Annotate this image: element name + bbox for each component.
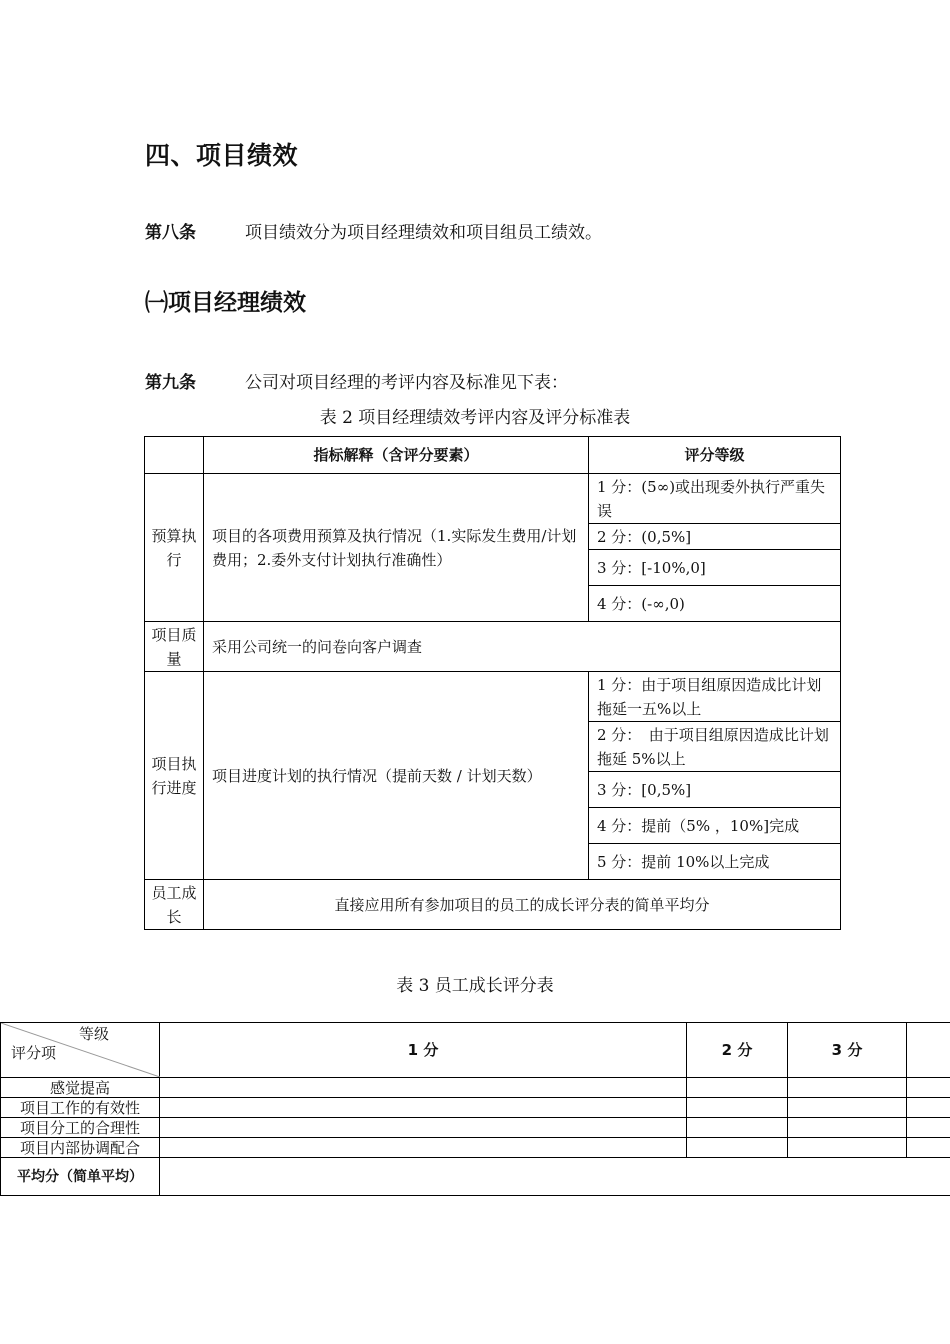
table-row (145, 880, 841, 930)
score-cell (907, 1078, 950, 1098)
grade-cell: 5 分：提前 10%以上完成 (589, 844, 841, 880)
subsection-title: ㈠项目经理绩效 (145, 290, 306, 316)
score-cell (907, 1138, 950, 1158)
grade-cell: 2 分：(0,5%] (589, 524, 841, 550)
grade-header-overflow (907, 1023, 950, 1078)
score-cell (687, 1078, 788, 1098)
score-cell (687, 1098, 788, 1118)
corner-header (1, 1023, 160, 1078)
score-cell (160, 1138, 687, 1158)
header-indicator: 指标解释（含评分要素） (204, 437, 589, 474)
article-8-text: 项目绩效分为项目经理绩效和项目组员工绩效。 (245, 223, 602, 243)
score-cell (788, 1118, 907, 1138)
score-cell (687, 1138, 788, 1158)
table3-caption: 表 3 员工成长评分表 (396, 976, 554, 996)
grade-cell: 4 分：提前（5% ，10%]完成 (589, 808, 841, 844)
grade-header-1: 1 分 (160, 1023, 687, 1078)
header-grade: 评分等级 (589, 437, 841, 474)
average-score-cell (160, 1158, 950, 1196)
grade-cell: 2 分： 由于项目组原因造成比计划拖延 5%以上 (589, 722, 841, 772)
grade-header-2: 2 分 (687, 1023, 788, 1078)
article-8-number: 第八条 (145, 223, 196, 243)
table-row (1, 1138, 950, 1158)
table-header-row (145, 437, 841, 474)
desc-quality: 采用公司统一的问卷向客户调查 (204, 622, 841, 672)
table-row (1, 1078, 950, 1098)
article-8 (145, 218, 602, 243)
score-cell (907, 1098, 950, 1118)
category-progress: 项目执行进度 (145, 672, 204, 880)
score-cell (687, 1118, 788, 1138)
grade-cell: 4 分：(-∞,0) (589, 586, 841, 622)
score-item: 项目内部协调配合 (1, 1138, 160, 1158)
score-item: 感觉提高 (1, 1078, 160, 1098)
employee-growth-table (0, 1022, 950, 1196)
table-header-row (1, 1023, 950, 1078)
grade-cell: 3 分：[0,5%] (589, 772, 841, 808)
manager-performance-table (144, 436, 841, 930)
grade-cell: 1 分：(5∞)或出现委外执行严重失误 (589, 474, 841, 524)
score-item: 项目分工的合理性 (1, 1118, 160, 1138)
grade-header-3: 3 分 (788, 1023, 907, 1078)
category-quality: 项目质量 (145, 622, 204, 672)
score-item: 项目工作的有效性 (1, 1098, 160, 1118)
header-blank (145, 437, 204, 474)
average-score-label: 平均分（简单平均） (1, 1158, 160, 1196)
article-9 (145, 368, 568, 393)
section-title: 四、项目绩效 (145, 141, 299, 170)
table-row (1, 1098, 950, 1118)
corner-top-label: 等级 (78, 1025, 109, 1043)
score-cell (907, 1118, 950, 1138)
table2-caption: 表 2 项目经理绩效考评内容及评分标准表 (319, 408, 631, 428)
article-9-number: 第九条 (145, 373, 196, 393)
score-cell (788, 1078, 907, 1098)
desc-budget: 项目的各项费用预算及执行情况（1.实际发生费用/计划费用；2.委外支付计划执行准确性） (204, 474, 589, 622)
score-cell (160, 1098, 687, 1118)
category-budget: 预算执行 (145, 474, 204, 622)
table-row (1, 1118, 950, 1138)
article-9-text: 公司对项目经理的考评内容及标准见下表： (245, 373, 568, 393)
table-row (145, 622, 841, 672)
score-cell (160, 1118, 687, 1138)
score-cell (160, 1078, 687, 1098)
desc-growth: 直接应用所有参加项目的员工的成长评分表的简单平均分 (204, 880, 841, 930)
grade-cell: 1 分：由于项目组原因造成比计划拖延一五%以上 (589, 672, 841, 722)
table-row (1, 1158, 950, 1196)
score-cell (788, 1098, 907, 1118)
score-cell (788, 1138, 907, 1158)
table-row (145, 672, 841, 722)
grade-cell: 3 分：[-10%,0] (589, 550, 841, 586)
desc-progress: 项目进度计划的执行情况（提前天数 / 计划天数） (204, 672, 589, 880)
corner-bottom-label: 评分项 (11, 1044, 57, 1062)
category-growth: 员工成长 (145, 880, 204, 930)
table-row (145, 474, 841, 524)
